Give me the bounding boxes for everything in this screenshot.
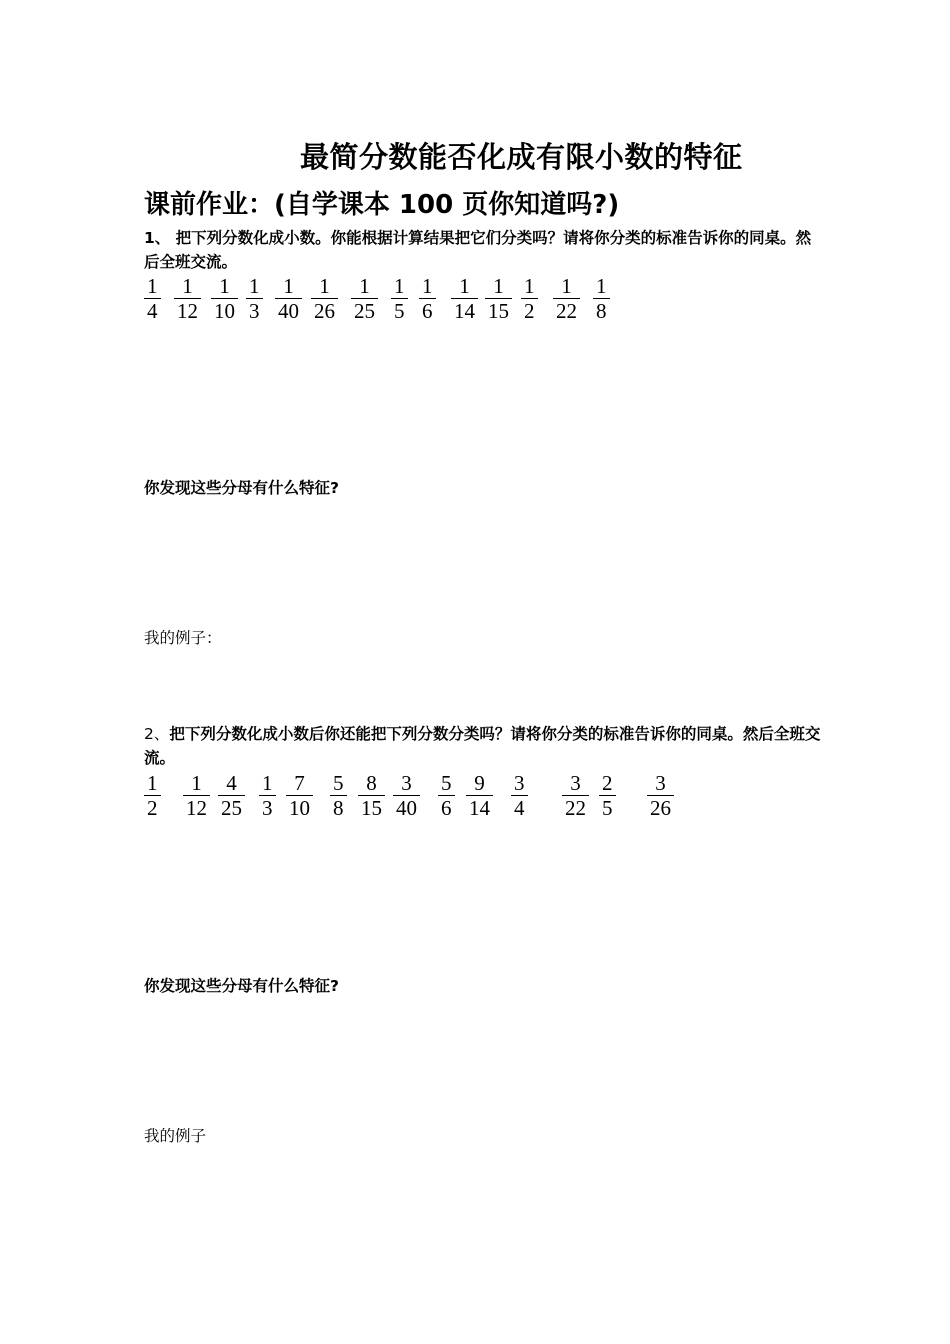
q2-fraction [562, 771, 589, 820]
q1-fraction [521, 274, 538, 323]
numerator: 5 [333, 771, 344, 795]
q2-fraction [330, 771, 347, 820]
denominator: 22 [556, 299, 577, 323]
numerator: 1 [182, 274, 193, 298]
denominator: 26 [314, 299, 335, 323]
denominator: 6 [441, 796, 452, 820]
question-2-text [144, 722, 824, 770]
q2-fraction [144, 771, 161, 820]
denominator: 5 [602, 796, 613, 820]
q2-fraction [286, 771, 313, 820]
question-1-prompt: 你发现这些分母有什么特征? [144, 479, 339, 497]
numerator: 1 [459, 274, 470, 298]
q1-fraction [391, 274, 408, 323]
homework-heading: 课前作业：(自学课本 100 页你知道吗?) [144, 190, 620, 220]
denominator: 25 [221, 796, 242, 820]
q1-fraction [144, 274, 161, 323]
q2-fraction [218, 771, 245, 820]
q2-fraction [599, 771, 616, 820]
denominator: 5 [394, 299, 405, 323]
denominator: 40 [396, 796, 417, 820]
q2-fraction [438, 771, 455, 820]
denominator: 22 [565, 796, 586, 820]
numerator: 1 [249, 274, 260, 298]
denominator: 4 [514, 796, 525, 820]
numerator: 1 [394, 274, 405, 298]
numerator: 1 [493, 274, 504, 298]
numerator: 2 [602, 771, 613, 795]
numerator: 1 [422, 274, 433, 298]
q2-fraction [647, 771, 674, 820]
q2-fraction [358, 771, 385, 820]
denominator: 3 [262, 796, 273, 820]
denominator: 10 [289, 796, 310, 820]
numerator: 4 [226, 771, 237, 795]
denominator: 3 [249, 299, 260, 323]
q2-fraction [259, 771, 276, 820]
denominator: 12 [177, 299, 198, 323]
numerator: 8 [366, 771, 377, 795]
q1-fraction [246, 274, 263, 323]
numerator: 1 [147, 771, 158, 795]
q1-fraction [419, 274, 436, 323]
numerator: 1 [219, 274, 230, 298]
denominator: 40 [278, 299, 299, 323]
question-1-text: 1、 把下列分数化成小数。你能根据计算结果把它们分类吗？请将你分类的标准告诉你的同桌。然后全班交流。 [144, 229, 812, 271]
denominator: 8 [333, 796, 344, 820]
numerator: 5 [441, 771, 452, 795]
numerator: 1 [283, 274, 294, 298]
numerator: 9 [474, 771, 485, 795]
denominator: 8 [596, 299, 607, 323]
q1-fraction [485, 274, 512, 323]
numerator: 1 [191, 771, 202, 795]
q2-fraction [183, 771, 210, 820]
numerator: 1 [319, 274, 330, 298]
q1-fraction [311, 274, 338, 323]
numerator: 3 [655, 771, 666, 795]
numerator: 1 [524, 274, 535, 298]
question-2-prompt: 你发现这些分母有什么特征? [144, 977, 339, 995]
question-2-number: 2、 [144, 725, 170, 743]
q1-fraction [174, 274, 201, 323]
numerator: 3 [401, 771, 412, 795]
numerator: 3 [514, 771, 525, 795]
q2-fraction [466, 771, 493, 820]
question-2-body: 把下列分数化成小数后你还能把下列分数分类吗？请将你分类的标准告诉你的同桌。然后全班交流。 [144, 725, 821, 767]
q1-fraction [451, 274, 478, 323]
page-title: 最简分数能否化成有限小数的特征 [300, 140, 743, 174]
denominator: 4 [147, 299, 158, 323]
numerator: 1 [262, 771, 273, 795]
denominator: 25 [354, 299, 375, 323]
numerator: 1 [561, 274, 572, 298]
numerator: 1 [596, 274, 607, 298]
question-2-example: 我的例子 [144, 1127, 207, 1145]
q2-fraction [393, 771, 420, 820]
denominator: 15 [361, 796, 382, 820]
q1-fraction [593, 274, 610, 323]
denominator: 14 [469, 796, 490, 820]
q1-fraction [275, 274, 302, 323]
numerator: 1 [147, 274, 158, 298]
numerator: 1 [359, 274, 370, 298]
numerator: 7 [294, 771, 305, 795]
q1-fraction [211, 274, 238, 323]
denominator: 2 [147, 796, 158, 820]
denominator: 6 [422, 299, 433, 323]
numerator: 3 [570, 771, 581, 795]
q1-fraction [553, 274, 580, 323]
question-1-example: 我的例子： [144, 629, 222, 647]
denominator: 26 [650, 796, 671, 820]
q2-fraction [511, 771, 528, 820]
denominator: 10 [214, 299, 235, 323]
denominator: 14 [454, 299, 475, 323]
denominator: 2 [524, 299, 535, 323]
denominator: 15 [488, 299, 509, 323]
denominator: 12 [186, 796, 207, 820]
q1-fraction [351, 274, 378, 323]
